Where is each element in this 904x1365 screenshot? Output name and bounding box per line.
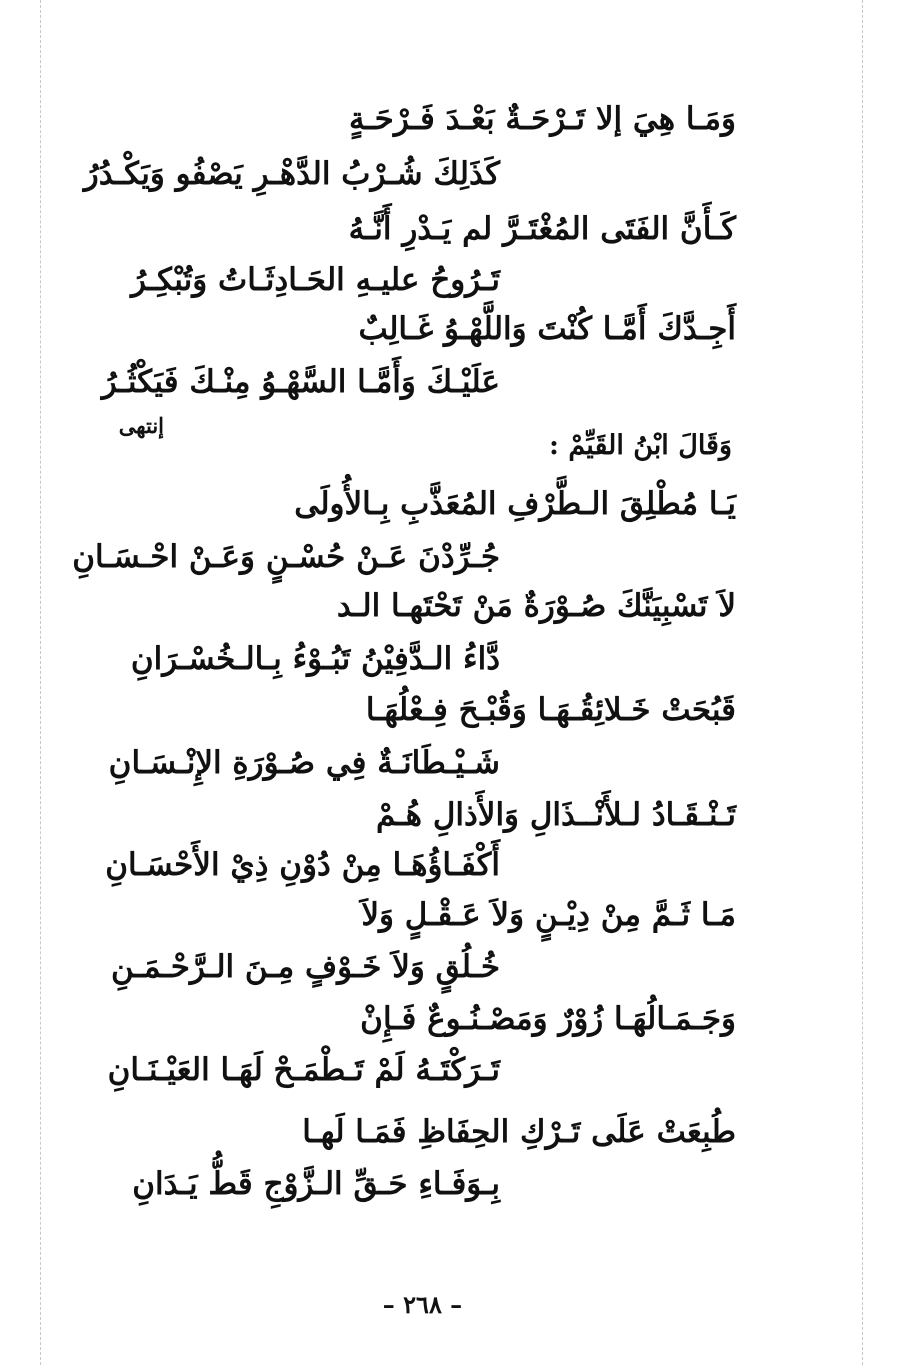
section-heading: وَقَالَ ابْنُ القَيِّمْ : [548,430,732,461]
poem2-verse-line: قَبُحَتْ خَـلائِقُـهَـا وَقُبْـحَ فِـعْلُهَـا [365,692,736,728]
end-note: إنتهى [118,413,164,438]
poem2-verse-line: تَـنْـقَـادُ لـلأَنْــذَالِ وَالأَذالِ هُـمْ [375,797,736,833]
poem2-verse-line: وَجَـمَـالُهَـا زُوْرٌ وَمَصْـنُـوعٌ فَـإِنْ [360,1001,736,1037]
poem1-verse-line: تَـرُوحُ عليـهِ الحَـادِثَـاتُ وَتُبْكِـرُ [131,262,500,298]
poem2-verse-line: لاَ تَسْبِيَنَّكَ صُـوْرَةٌ مَنْ تَحْتَهـا الـد [336,588,736,624]
page-number: – ٢٦٨ – [382,1290,463,1319]
poem2-verse-line: جُـرِّدْنَ عَـنْ حُسْـنٍ وَعَـنْ احْـسَـانِ [72,539,500,575]
poem1-verse-line: أَجِـدَّكَ أَمَّـا كُنْتَ وَاللَّهْـوُ غَـالِبٌ [358,311,736,347]
poem2-verse-line: تَـرَكْتَـهُ لَمْ تَـطْمَـحْ لَهَـا العَيْـنَـانِ [107,1052,500,1088]
poem2-verse-line: طُبِعَتْ عَلَى تَـرْكِ الحِفَاظِ فَمَـا لَهـا [302,1114,736,1150]
poem2-verse-line: يَـا مُطْلِقَ الـطَّرْفِ المُعَذَّبِ بِـالأُولَى [294,486,736,522]
poem2-verse-line: شَـيْـطَانَـةٌ فِي صُـوْرَةِ الإِنْـسَـانِ [108,745,500,781]
poem2-verse-line: بِـوَفَـاءِ حَـقِّ الـزَّوْجِ قَطُّ يَـدَانِ [132,1166,500,1202]
poem1-verse-line: وَمَـا هِيَ إلا تَـرْحَـةٌ بَعْـدَ فَـرْحَـةٍ [348,101,736,137]
poem2-verse-line: دَّاءُ الـدَّفِيْنُ تَبُـوْءُ بِـالـخُسْـرَانِ [130,641,500,677]
poem1-verse-line: كَذَلِكَ شُـرْبُ الدَّهْـرِ يَصْفُو وَيَكْـدُرُ [83,156,500,192]
poem1-verse-line: كَـأَنَّ الفَتَى المُغْتَـرَّ لم يَـدْرِ أَنَّـهُ [348,211,736,247]
poem1-verse-line: عَلَيْـكَ وَأَمَّـا السَّهْـوُ مِنْـكَ فَيَكْثُـرُ [101,364,500,400]
poem2-verse-line: خُـلُقٍ وَلاَ خَـوْفٍ مِـنَ الـرَّحْـمَـنِ [111,949,500,985]
poem2-verse-line: مَـا ثَـمَّ مِنْ دِيْـنٍ وَلاَ عَـقْـلٍ وَلاَ [361,897,736,933]
poem2-verse-line: أَكْفَـاؤُهَـا مِنْ دُوْنِ ذِيْ الأَحْسَـانِ [105,847,500,883]
